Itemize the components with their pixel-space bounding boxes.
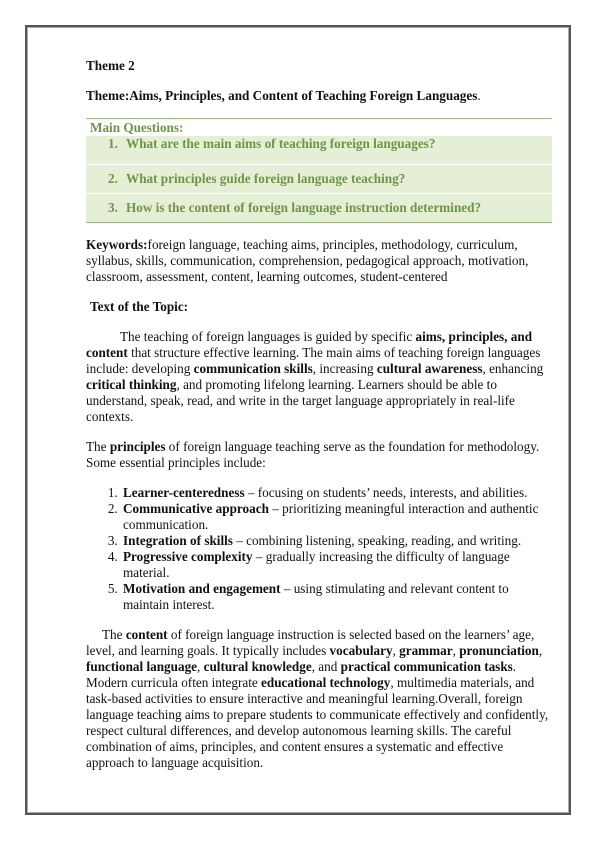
keywords-label: Keywords: [86, 237, 148, 252]
principle-item: 4. Progressive complexity – gradually increasing the difficulty of language material. [121, 549, 552, 581]
principles-list [86, 485, 552, 613]
theme-title-line [86, 88, 552, 104]
main-question-item: 3. How is the content of foreign language instruction determined? [86, 194, 552, 222]
paragraph-aims: The teaching of foreign languages is guided by specific aims, principles, and content that structure effective learning. The main aims of teaching foreign languages include: developing communication skills, increasing cultural awareness, enhancing critical thinking, and promoting lifelong learning. Learners should be able to understand, speak, read, and write in the target language appropriately in real-life contexts. [86, 329, 544, 424]
principle-item: 3. Integration of skills – combining listening, speaking, reading, and writing. [121, 533, 552, 549]
theme-title-period: . [477, 88, 481, 103]
main-question-item: 2. What principles guide foreign language teaching? [86, 165, 552, 193]
principle-item: 1. Learner-centeredness – focusing on students’ needs, interests, and abilities. [121, 485, 552, 501]
document-body [86, 58, 552, 771]
main-questions-heading: Main Questions: [90, 120, 184, 135]
paragraph-principles: The principles of foreign language teaching serve as the foundation for methodology. Some essential principles include: [86, 439, 540, 470]
keywords-list: foreign language, teaching aims, principles, methodology, curriculum, syllabus, skills, communication, comprehension, pedagogical approach, motivation, classroom, assessment, content, learning outcomes, student-centered [86, 237, 529, 284]
main-question-item: 1. What are the main aims of teaching foreign languages? [86, 136, 552, 164]
main-questions-box [86, 118, 552, 223]
theme-number: Theme 2 [86, 58, 135, 73]
paragraph-content: The content of foreign language instruction is selected based on the learners’ age, level, and learning goals. It typically includes vocabulary, grammar, pronunciation, functional language, cultural knowledge, and practical communication tasks. Modern curricula often integrate educational technology, multimedia materials, and task-based activities to ensure interactive and meaningful learning.Overall, foreign language teaching aims to prepare students to communicate effectively and confidently, respect cultural differences, and develop autonomous learning skills. The careful combination of aims, principles, and content ensures a systematic and effective approach to language acquisition. [86, 627, 549, 770]
keywords-paragraph [86, 237, 552, 285]
principle-item: 5. Motivation and engagement – using stimulating and relevant content to maintain interest. [121, 581, 552, 613]
text-heading: Text of the Topic: [90, 299, 189, 314]
principle-item: 2. Communicative approach – prioritizing meaningful interaction and authentic communication. [121, 501, 552, 533]
theme-title-label: Theme:Aims, Principles, and Content of Teaching Foreign Languages [86, 88, 478, 103]
